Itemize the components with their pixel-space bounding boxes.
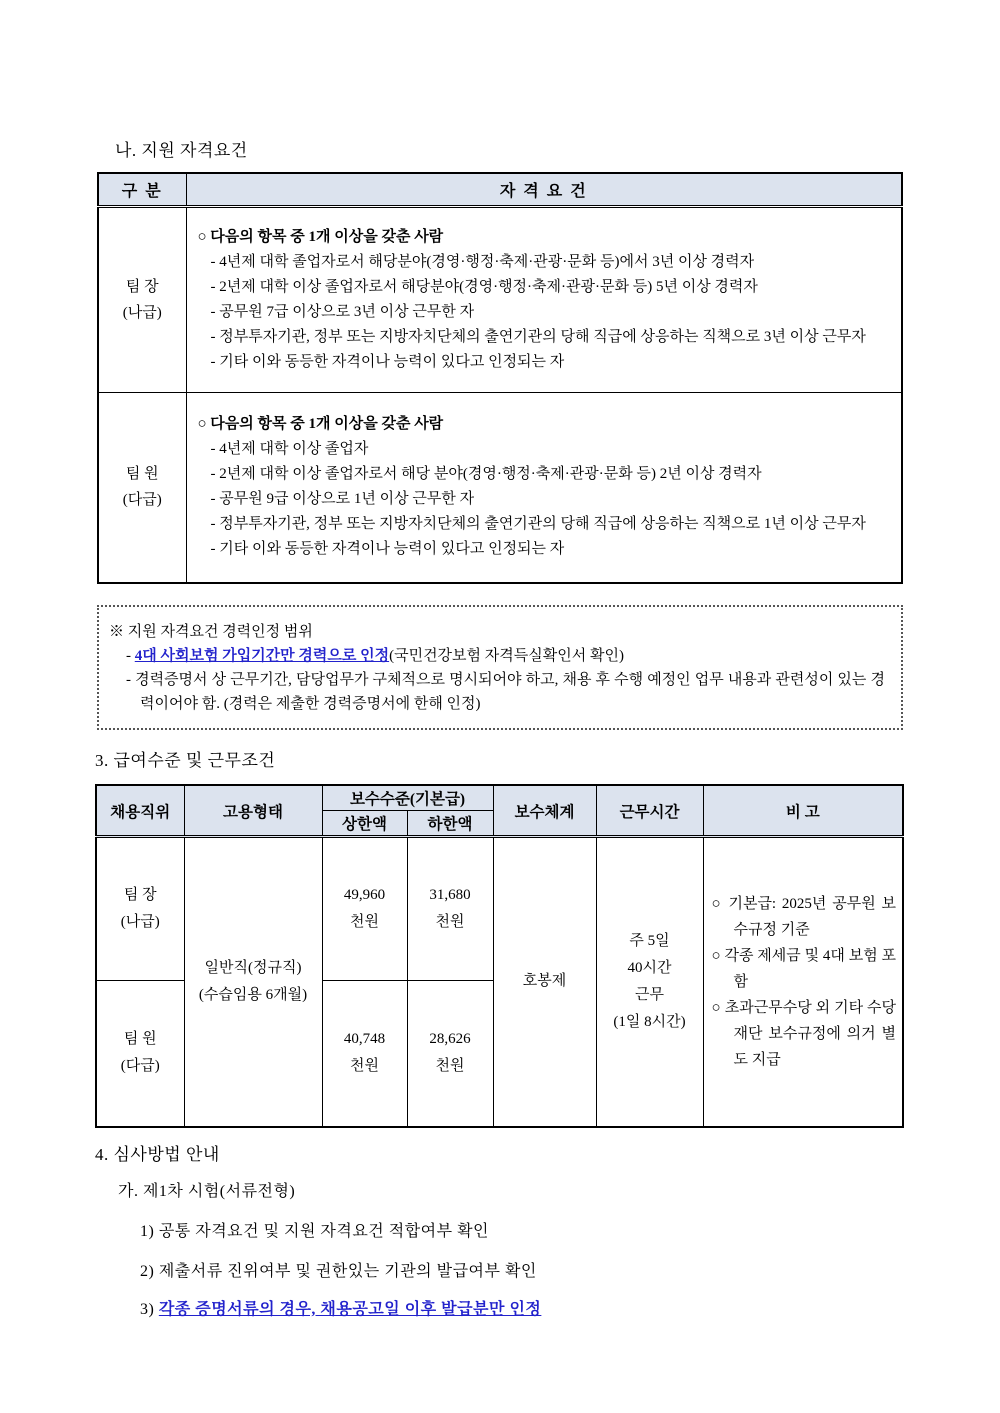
requirement-item: - 기타 이와 동등한 자격이나 능력이 있다고 인정되는 자 xyxy=(210,541,565,558)
salary-header-lower: 하한액 xyxy=(407,811,493,837)
remarks-item: ○ 기본급: 2025년 공무원 보수규정 기준 xyxy=(711,895,897,938)
certificate-validity-link[interactable]: 각종 증명서류의 경우, 채용공고일 이후 발급분만 인정 xyxy=(158,1301,542,1318)
item-number: 3) xyxy=(140,1301,159,1318)
employment-type-line2: (수습임용 6개월) xyxy=(198,986,308,1003)
position-grade: (나급) xyxy=(122,304,162,321)
lower-amount-team-member xyxy=(407,981,493,1127)
salary-header-pay-level: 보수수준(기본급) xyxy=(322,785,493,811)
salary-header-position: 채용직위 xyxy=(96,785,184,837)
salary-header-pay-system: 보수체계 xyxy=(493,785,596,837)
qual-row-team-member xyxy=(98,392,902,583)
requirement-lead: ○ 다음의 항목 중 1개 이상을 갖춘 사람 xyxy=(197,228,444,245)
pay-system-cell: 호봉제 xyxy=(493,837,596,1127)
position-grade: (다급) xyxy=(120,1058,160,1075)
qual-position-team-member xyxy=(98,392,186,583)
qual-header-division: 구 분 xyxy=(98,173,186,206)
requirement-item: - 2년제 대학 이상 졸업자로서 해당분야(경영·행정·축제·관광·문화 등) 5년 이상 경력자 xyxy=(210,278,758,295)
salary-table xyxy=(95,784,904,1128)
amount-unit: 천원 xyxy=(350,1058,379,1075)
requirement-item: - 4년제 대학 졸업자로서 해당분야(경영·행정·축제·관광·문화 등)에서 3년 이상 경력자 xyxy=(210,253,755,270)
position-grade: (다급) xyxy=(122,492,162,509)
insurance-link[interactable]: 4대 사회보험 가입기간만 경력으로 인정 xyxy=(134,648,390,664)
requirement-item: - 정부투자기관, 정부 또는 지방자치단체의 출연기관의 당해 직급에 상응하는 직책으로 3년 이상 근무자 xyxy=(210,328,866,345)
qual-row-team-leader xyxy=(98,206,902,392)
section-b-heading: 나. 지원 자격요건 xyxy=(115,141,248,160)
salary-header-work-hours: 근무시간 xyxy=(596,785,703,837)
requirement-item: - 기타 이와 동등한 자격이나 능력이 있다고 인정되는 자 xyxy=(210,353,565,370)
employment-type-line1: 일반직(정규직) xyxy=(204,959,302,976)
note-item-insurance xyxy=(126,644,885,668)
remarks-item: ○ 초과근무수당 외 기타 수당 재단 보수규정에 의거 별도 지급 xyxy=(711,999,897,1068)
requirement-lead: ○ 다음의 항목 중 1개 이상을 갖춘 사람 xyxy=(197,416,444,433)
work-hours-line: 근무 xyxy=(635,986,664,1003)
requirement-item: - 정부투자기관, 정부 또는 지방자치단체의 출연기관의 당해 직급에 상응하는 직책으로 1년 이상 근무자 xyxy=(210,516,866,533)
position-title: 팀 원 xyxy=(125,466,159,483)
section-4-heading: 4. 심사방법 안내 xyxy=(95,1145,220,1164)
employment-type-cell xyxy=(184,837,322,1127)
amount-unit: 천원 xyxy=(435,914,465,930)
salary-row-team-leader xyxy=(96,837,903,981)
work-hours-line: (1일 8시간) xyxy=(613,1013,686,1030)
requirement-item: - 공무원 9급 이상으로 1년 이상 근무한 자 xyxy=(210,491,475,508)
position-title: 팀 장 xyxy=(125,278,159,295)
note-title: ※ 지원 자격요건 경력인정 범위 xyxy=(109,624,313,640)
amount: 40,748 xyxy=(343,1031,386,1048)
review-item-1: 1) 공통 자격요건 및 지원 자격요건 적합여부 확인 xyxy=(140,1223,489,1240)
salary-position-team-leader xyxy=(96,837,184,981)
section-4a-heading: 가. 제1차 시험(서류전형) xyxy=(118,1183,296,1200)
section-3-heading: 3. 급여수준 및 근무조건 xyxy=(95,751,276,770)
salary-position-team-member xyxy=(96,981,184,1127)
amount-unit: 천원 xyxy=(350,914,379,930)
position-title: 팀 장 xyxy=(123,887,157,903)
qualification-table-header-row xyxy=(98,173,902,206)
lower-amount-team-leader xyxy=(407,837,493,981)
review-item-2: 2) 제출서류 진위여부 및 권한있는 기관의 발급여부 확인 xyxy=(140,1263,537,1280)
requirement-item: - 4년제 대학 이상 졸업자 xyxy=(210,441,369,458)
requirement-item: - 2년제 대학 이상 졸업자로서 해당 분야(경영·행정·축제·관광·문화 등) 2년 이상 경력자 xyxy=(210,466,762,483)
amount: 31,680 xyxy=(429,887,471,903)
qual-requirements-team-member xyxy=(186,392,902,583)
note-item-certificate: - 경력증명서 상 근무기간, 담당업무가 구체적으로 명시되어야 하고, 채용 후 수행 예정인 업무 내용과 관련성이 있는 경력이어야 함. (경력은 제출한 경력증명서에 한해 인정) xyxy=(126,672,885,712)
work-hours-line: 40시간 xyxy=(627,959,672,976)
career-recognition-note-box xyxy=(97,605,903,730)
work-hours-line: 주 5일 xyxy=(629,932,670,949)
qualification-table xyxy=(97,172,903,584)
remarks-cell xyxy=(703,837,903,1127)
amount-unit: 천원 xyxy=(435,1058,465,1075)
qual-header-requirements: 자 격 요 건 xyxy=(186,173,902,206)
position-title: 팀 원 xyxy=(123,1031,157,1048)
remarks-item: ○ 각종 제세금 및 4대 보험 포함 xyxy=(711,947,897,990)
review-item-3 xyxy=(140,1296,541,1319)
dash: - xyxy=(126,648,135,664)
work-hours-cell xyxy=(596,837,703,1127)
position-grade: (나급) xyxy=(120,914,160,930)
amount: 28,626 xyxy=(429,1031,471,1048)
requirement-item: - 공무원 7급 이상으로 3년 이상 근무한 자 xyxy=(210,303,475,320)
salary-header-remarks: 비 고 xyxy=(703,785,903,837)
salary-header-upper: 상한액 xyxy=(322,811,407,837)
qual-position-team-leader xyxy=(98,206,186,392)
upper-amount-team-leader xyxy=(322,837,407,981)
amount: 49,960 xyxy=(343,887,386,903)
upper-amount-team-member xyxy=(322,981,407,1127)
qual-requirements-team-leader xyxy=(186,206,902,392)
note-item-suffix: (국민건강보험 자격득실확인서 확인) xyxy=(389,648,624,664)
salary-header-row-1 xyxy=(96,785,903,811)
salary-header-employment-type: 고용형태 xyxy=(184,785,322,837)
